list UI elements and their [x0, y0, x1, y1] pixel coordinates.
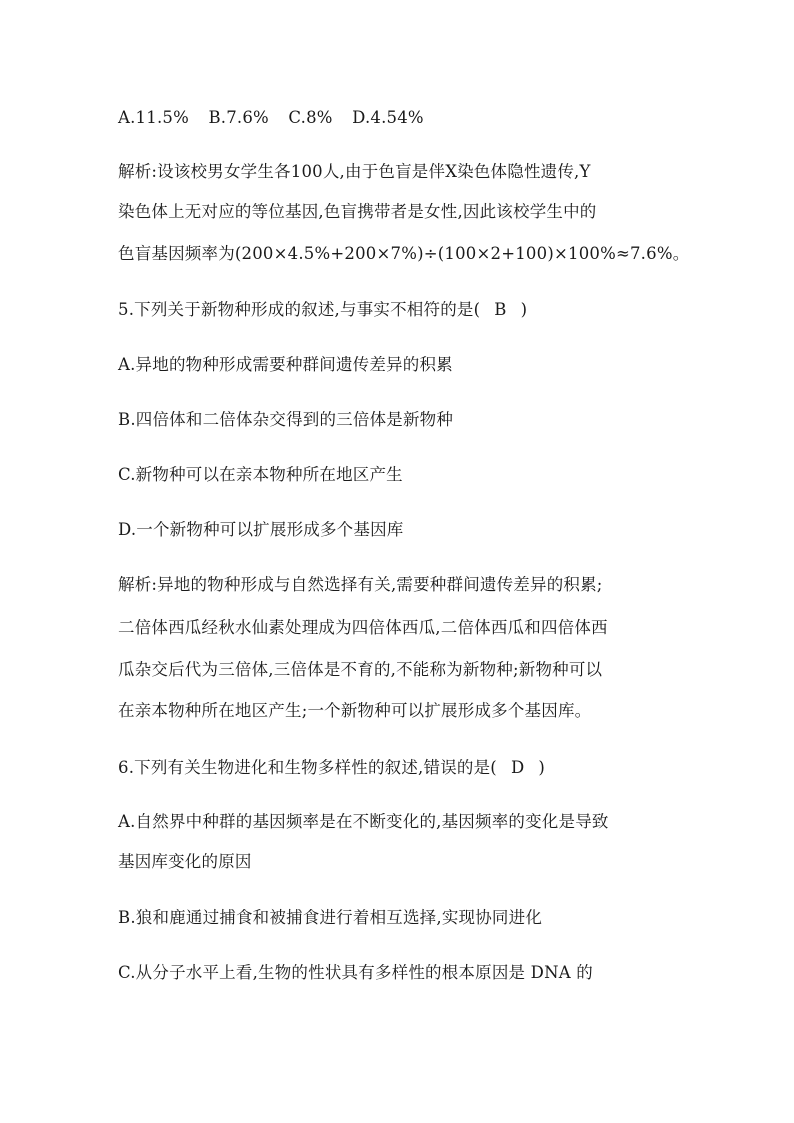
q4-analysis-line-1: 解析:设该校男女学生各100人,由于色盲是伴X染色体隐性遗传,Y: [118, 162, 591, 181]
q6-option-a-line-2: 基因库变化的原因: [118, 852, 252, 871]
q4-option-d: D.4.54%: [352, 108, 424, 127]
q4-analysis-line-2: 染色体上无对应的等位基因,色盲携带者是女性,因此该校学生中的: [118, 202, 597, 221]
q5-option-b: B.四倍体和二倍体杂交得到的三倍体是新物种: [118, 410, 454, 429]
q5-analysis-line-4: 在亲本物种所在地区产生;一个新物种可以扩展形成多个基因库。: [118, 701, 592, 720]
q5-stem: [118, 299, 527, 321]
q5-option-c: C.新物种可以在亲本物种所在地区产生: [118, 465, 403, 484]
q6-stem-text: 6.下列有关生物进化和生物多样性的叙述,错误的是(: [118, 758, 497, 777]
q6-stem: [118, 757, 545, 779]
q5-analysis-line-3: 瓜杂交后代为三倍体,三倍体是不育的,不能称为新物种;新物种可以: [118, 660, 603, 679]
q5-analysis-line-1: 解析:异地的物种形成与自然选择有关,需要种群间遗传差异的积累;: [118, 575, 603, 594]
q4-option-c: C.8%: [288, 108, 333, 127]
q5-stem-text: 5.下列关于新物种形成的叙述,与事实不相符的是(: [118, 300, 481, 319]
q4-options: [118, 107, 438, 129]
q5-option-a: A.异地的物种形成需要种群间遗传差异的积累: [118, 355, 453, 374]
q5-option-d: D.一个新物种可以扩展形成多个基因库: [118, 520, 404, 539]
q6-stem-close: ): [538, 758, 546, 777]
q5-analysis-line-2: 二倍体西瓜经秋水仙素处理成为四倍体西瓜,二倍体西瓜和四倍体西: [118, 618, 608, 637]
q4-option-a: A.11.5%: [118, 108, 189, 127]
q4-option-b: B.7.6%: [208, 108, 269, 127]
q4-analysis-line-3: 色盲基因频率为(200×4.5%+200×7%)÷(100×2+100)×100%≈7.6%。: [118, 244, 690, 263]
q5-stem-close: ): [520, 300, 528, 319]
q6-option-c-line-1: C.从分子水平上看,生物的性状具有多样性的根本原因是 DNA 的: [118, 963, 593, 982]
q6-option-b: B.狼和鹿通过捕食和被捕食进行着相互选择,实现协同进化: [118, 908, 543, 927]
q5-answer: B: [494, 300, 507, 319]
q6-answer: D: [510, 758, 525, 777]
q6-option-a-line-1: A.自然界中种群的基因频率是在不断变化的,基因频率的变化是导致: [118, 812, 609, 831]
